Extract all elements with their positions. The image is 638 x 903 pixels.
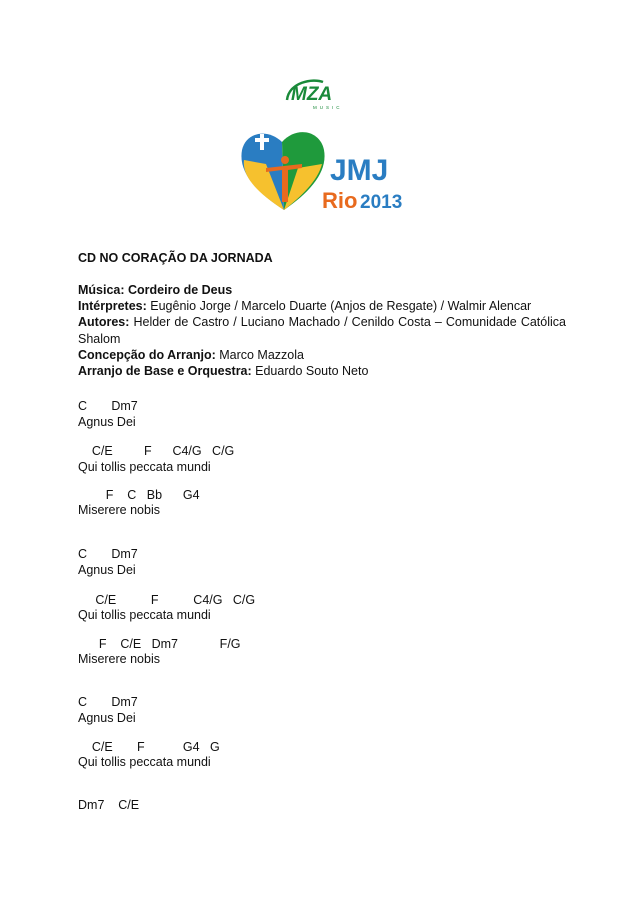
credit-interpretes [78,298,566,315]
lyric-line: Miserere nobis [78,503,160,517]
credit-concepcao-label: Concepção do Arranjo: [78,348,216,362]
chord-line: F C/E Dm7 F/G [78,637,241,651]
credit-arranjo [78,363,566,380]
jmj-rio-2013-logo [236,124,406,216]
year-logo-text: 2013 [360,192,403,213]
lyric-line: Miserere nobis [78,652,160,666]
mza-logo-text: MZA [291,84,333,105]
credit-interpretes-label: Intérpretes: [78,299,147,313]
credit-autores [78,314,566,347]
credit-musica [78,282,566,299]
chord-line: C/E F G4 G [78,740,220,754]
credit-interpretes-value: Eugênio Jorge / Marcelo Duarte (Anjos de Resgate) / Walmir Alencar [146,299,532,313]
lyric-line: Agnus Dei [78,711,136,725]
mza-music-logo [283,76,365,116]
lyric-line: Qui tollis peccata mundi [78,755,211,769]
credit-concepcao-value: Marco Mazzola [215,348,304,362]
lyric-line: Agnus Dei [78,415,136,429]
lyric-line: Qui tollis peccata mundi [78,608,211,622]
chord-line: F C Bb G4 [78,488,200,502]
chord-line: C Dm7 [78,399,138,413]
chord-line: C/E F C4/G C/G [78,593,256,607]
chord-line: C Dm7 [78,695,138,709]
credit-musica-value: Cordeiro de Deus [124,283,233,297]
jmj-logo-text: JMJ [330,154,389,187]
credit-musica-label: Música: [78,283,125,297]
credit-autores-label: Autores: [78,315,130,329]
chord-line: Dm7 C/E [78,798,140,812]
credit-arranjo-label: Arranjo de Base e Orquestra: [78,364,252,378]
mza-logo-subtext: MUSIC [313,105,343,110]
chord-line: C/E F C4/G C/G [78,444,235,458]
lyric-line: Qui tollis peccata mundi [78,460,211,474]
lyric-line: Agnus Dei [78,563,136,577]
credit-autores-value: Helder de Castro / Luciano Machado / Cenildo Costa – Comunidade Católica Shalom [78,315,566,346]
credit-concepcao [78,347,566,364]
rio-logo-text: Rio [322,188,358,213]
document-title: CD NO CORAÇÃO DA JORNADA [78,251,273,265]
chord-line: C Dm7 [78,547,138,561]
credit-arranjo-value: Eduardo Souto Neto [251,364,369,378]
